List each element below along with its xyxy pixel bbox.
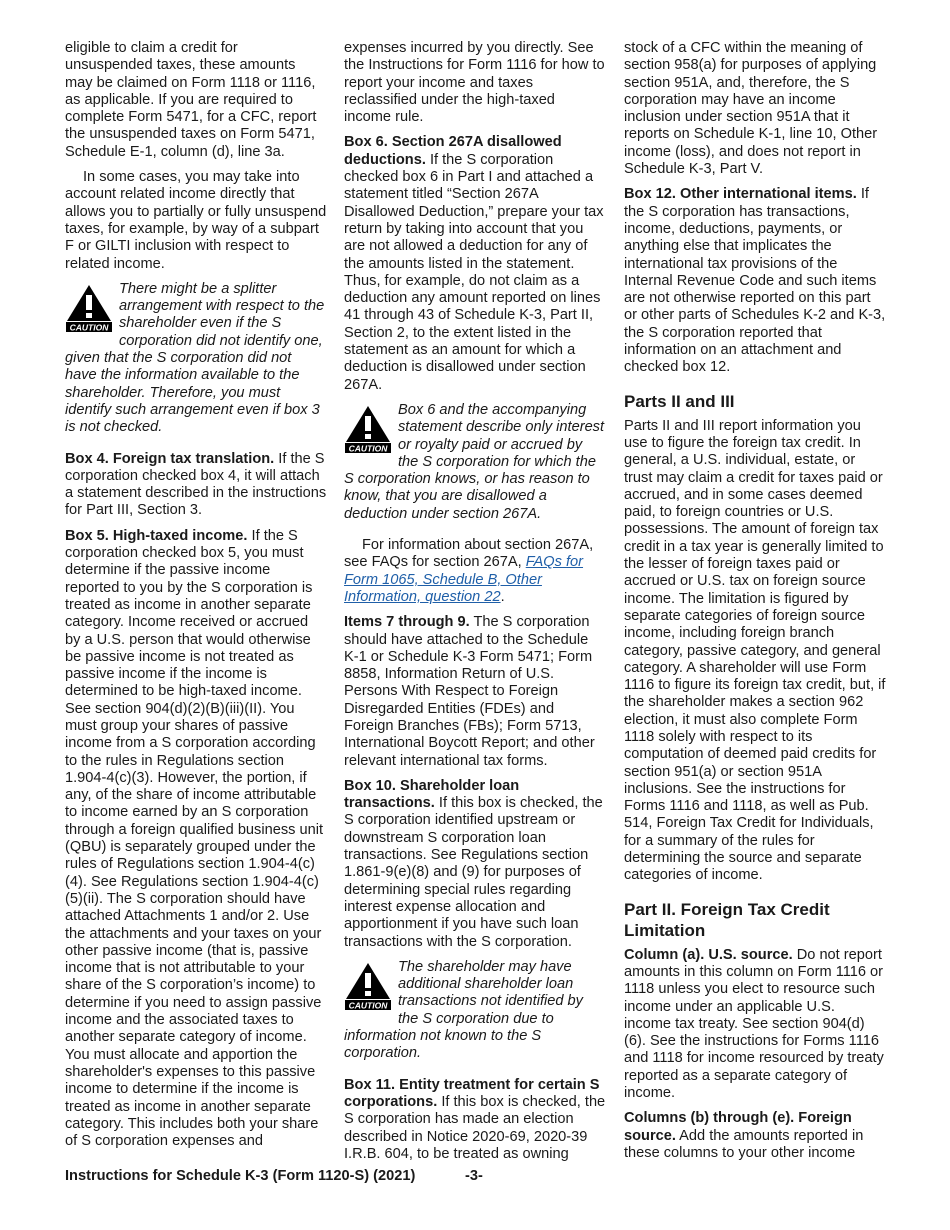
paragraph: expenses incurred by you directly. See the Instructions for Form 1116 for how to report your income and taxes reclassified under the high-taxed income rule. bbox=[344, 40, 605, 126]
box12-text: If the S corporation has transactions, income, deductions, payments, or anything else that implicates the international tax provisions of the Internal Revenue Code and such items are not otherwise reported on this part or other parts of Schedules K-2 and K-3, the S corporation reported that information on an attachment and checked box 12. bbox=[624, 186, 886, 376]
box12-heading: Box 12. Other international items. bbox=[624, 186, 857, 203]
box5-heading: Box 5. High-taxed income. bbox=[65, 527, 248, 544]
svg-text:CAUTION: CAUTION bbox=[348, 443, 388, 454]
page-footer bbox=[65, 1168, 885, 1184]
column-1 bbox=[65, 40, 327, 1158]
box4-heading: Box 4. Foreign tax translation. bbox=[65, 450, 275, 467]
info-text: For information about section 267A, see FAQs for section 267A, bbox=[344, 537, 594, 571]
paragraph: eligible to claim a credit for unsuspended taxes, these amounts may be claimed on Form 1118 or 1116, as applicable. If you are required to complete Form 5471, for a CFC, report the unsuspended taxes on Form 5471, Schedule E-1, column (d), line 3a. bbox=[65, 40, 317, 160]
section-heading: Part II. Foreign Tax Credit Limitation bbox=[624, 899, 830, 940]
box5-text: If the S corporation checked box 5, you must determine if the passive income reported to you by the S corporation is treated as income in another separate category. Income received or accrued by a U.S. person that would otherwise be passive income is not treated as passive income if the income is determined to be high-taxed income. See section 904(d)(2)(B)(iii)(II). You must group your shares of passive income from a S corporation according to the rules in Regulations section 1.904-4(c)(3). However, the portion, if any, of the share of income attributable to income earned by an S corporation through a foreign qualified business unit (QBU) is separately grouped under the rules of Regulations section 1.904-4(c)(4). See Regulations section 1.904-4(c)(5)(ii). The S corporation should have attached Attachments 1 and/or 2. Use the attachments and your taxes on your other passive income (that is, passive income that is not attributable to your share of the S corporation’s income) to determine if you need to assign passive income and the associated taxes to another separate category of income. You must allocate and apportion the shareholder's expenses to this passive income to determine if the income is treated as income in another separate category. This includes both your share of S corporation expenses and bbox=[65, 527, 323, 1150]
paragraph: Parts II and III report information you use to figure the foreign tax credit. In general, a U.S. individual, estate, or trust may claim a credit for taxes paid or accrued, and in some cases deemed paid, to foreign countries or U.S. possessions. The amount of foreign tax credit in a tax year is generally limited to the lesser of foreign taxes paid or accrued or U.S. tax on foreign source income. The limitation is figured by separate categories of foreign source income, including foreign branch category, passive category, and general category. A shareholder will use Form 1116 to figure its foreign tax credit, but, if the shareholder makes a section 962 election, it must also complete Form 1118 solely with respect to its computation of deemed paid credits for section 951(a) or section 951A inclusions. See the instructions for Forms 1116 and 1118, as well as Pub. 514, Foreign Tax Credit for Individuals, for a summary of the rules for determining the source and separate categories of income. bbox=[624, 417, 886, 884]
paragraph: stock of a CFC within the meaning of section 958(a) for purposes of applying section 951A, and, therefore, the S corporation may have an income inclusion under section 951A that it reports on Schedule K-1, line 10, Other income (loss), and does not report in Schedule K-3, Part V. bbox=[624, 40, 878, 178]
column-3 bbox=[624, 40, 886, 1170]
box10-heading: Box 10. Shareholder loan transactions. bbox=[344, 777, 520, 812]
paragraph: In some cases, you may take into account related income directly that allows you to partially or fully unsuspend taxes, for example, by way of a subpart F or GILTI inclusion with respect to related income. bbox=[65, 169, 327, 272]
svg-text:CAUTION: CAUTION bbox=[348, 1000, 388, 1011]
column-a-heading: Column (a). U.S. source. bbox=[624, 946, 793, 963]
caution-text: The shareholder may have additional shareholder loan transactions not identified by the S corporation due to information not known to the S corporation. bbox=[344, 958, 583, 1062]
items-7-9-heading: Items 7 through 9. bbox=[344, 614, 470, 631]
box11-text: If this box is checked, the S corporation has made an election described in Notice 2020-69, 2020-39 I.R.B. 604, to be treated as owning bbox=[344, 1093, 606, 1162]
caution-icon bbox=[344, 961, 392, 1011]
caution-icon bbox=[65, 283, 113, 333]
column-a-text: Do not report amounts in this column on Form 1116 or 1118 unless you elect to resource such income under an applicable U.S. income tax treaty. See section 904(d)(6). See the instructions for Forms 1116 and 1118 for income resourced by treaty reported as a separate category of income. bbox=[624, 946, 884, 1102]
svg-text:CAUTION: CAUTION bbox=[69, 322, 109, 333]
columns-b-e-heading: Columns (b) through (e). Foreign source. bbox=[624, 1110, 852, 1144]
section-heading: Parts II and III bbox=[624, 391, 735, 411]
faq-link[interactable]: FAQs for Form 1065, Schedule B, Other Information, question 22 bbox=[344, 554, 584, 605]
items-7-9-text: The S corporation should have attached to the Schedule K-1 or Schedule K-3 Form 5471; Form 8858, Information Return of U.S. Persons With Respect to Foreign Disregarded Entities (FDEs) and Foreign Branches (FBs); Form 5713, International Boycott Report; and other relevant international tax forms. bbox=[344, 614, 595, 769]
box11-heading: Box 11. Entity treatment for certain S corporations. bbox=[344, 1076, 600, 1110]
columns-b-e-text: Add the amounts reported in these columns to your other income bbox=[624, 1127, 864, 1161]
caution-note bbox=[344, 402, 606, 523]
caution-text: There might be a splitter arrangement with respect to the shareholder even if the S corporation did not identify one, given that the S corporation did not have the information available to the shareholder. Therefore, you must identify such arrangement even if box 3 is not checked. bbox=[65, 280, 325, 436]
page-number: -3- bbox=[465, 1168, 483, 1184]
column-2: expenses incurred by you directly. See the Instructions for Form 1116 for how to report your income and taxes reclassified under the high-taxed income rule. Box 6. Section 267A disallowed deductions. If the S corporation checked box 6 in Part I and attached a statement titled “Section 267A Disallowed Deduction,” prepare your tax return by taking into account that you are not allowed a deduction for any of the amounts listed in the statement. Thus, for example, do not claim as a deduction any amount reported on lines 41 through 43 of Schedule K-3, Part II, Section 2, to the extent listed in the statement as an amount for which a deduction is disallowed under section 267A. CAUTION Box 6 and the accompanying statement describe only interest or royalty paid or accrued by the S corporation for which the S corporation knows, or has reason to know, that you are disallowed a deduction under section 267A. For information about section 267A, see FAQs for section 267A, FAQs for Form 1065, Schedule B, Other Information, question 22. Items 7 through 9. The S corporation should have attached to the Schedule K-1 or Schedule K-3 Form 5471; Form 8858, Information Return of U.S. Persons With Respect to Foreign Disregarded Entities (FDEs) and Foreign Branches (FBs); Form 5713, International Boycott Report; and other relevant international tax forms. Box 10. Shareholder loan transactions. If this box is checked, the S corporation identified upstream or downstream S corporation loan transactions. See Regulations section 1.861-9(e)(8) and (9) for purposes of determining special rules regarding interest expense allocation and apportionment if you have such loan transactions with the S corporation. CAUTION The shareholder may have additional shareholder loan transactions not identified by the S corporation due to information not known to the S corporation. Box 11. Entity treatment for certain S corporations. If this box is checked, the S corporation has made an election described in Notice 2020-69, 2020-39 I.R.B. 604, to be treated as owning bbox=[344, 40, 606, 1162]
footer-title: Instructions for Schedule K-3 (Form 1120-S) (2021) bbox=[65, 1168, 416, 1184]
box6-heading: Box 6. Section 267A disallowed deductions. bbox=[344, 134, 562, 168]
caution-note bbox=[65, 281, 327, 437]
caution-note bbox=[344, 959, 606, 1063]
box10-text: If this box is checked, the S corporation identified upstream or downstream S corporation loan transactions. See Regulations section 1.861-9(e)(8) and (9) for purposes of determining special rules regarding interest expense allocation and apportionment if you have such loan transactions with the S corporation. bbox=[344, 795, 603, 950]
box6-text: If the S corporation checked box 6 in Part I and attached a statement titled “Section 267A Disallowed Deduction,” prepare your tax return by taking into account that you are not allowed a deduction for any of the amounts listed in the statement. Thus, for example, do not claim as a deduction any amount reported on lines 41 through 43 of Schedule K-3, Part II, Section 2, to the extent listed in the statement as an amount for which a deduction is disallowed under section 267A. bbox=[344, 151, 604, 393]
caution-text: Box 6 and the accompanying statement describe only interest or royalty paid or accrued by the S corporation for which the S corporation knows, or has reason to know, that you are disallowed a deduction under section 267A. bbox=[344, 401, 605, 522]
caution-icon bbox=[344, 404, 392, 454]
box4-text: If the S corporation checked box 4, it will attach a statement described in the instructions for Part III, Section 3. bbox=[65, 450, 327, 519]
